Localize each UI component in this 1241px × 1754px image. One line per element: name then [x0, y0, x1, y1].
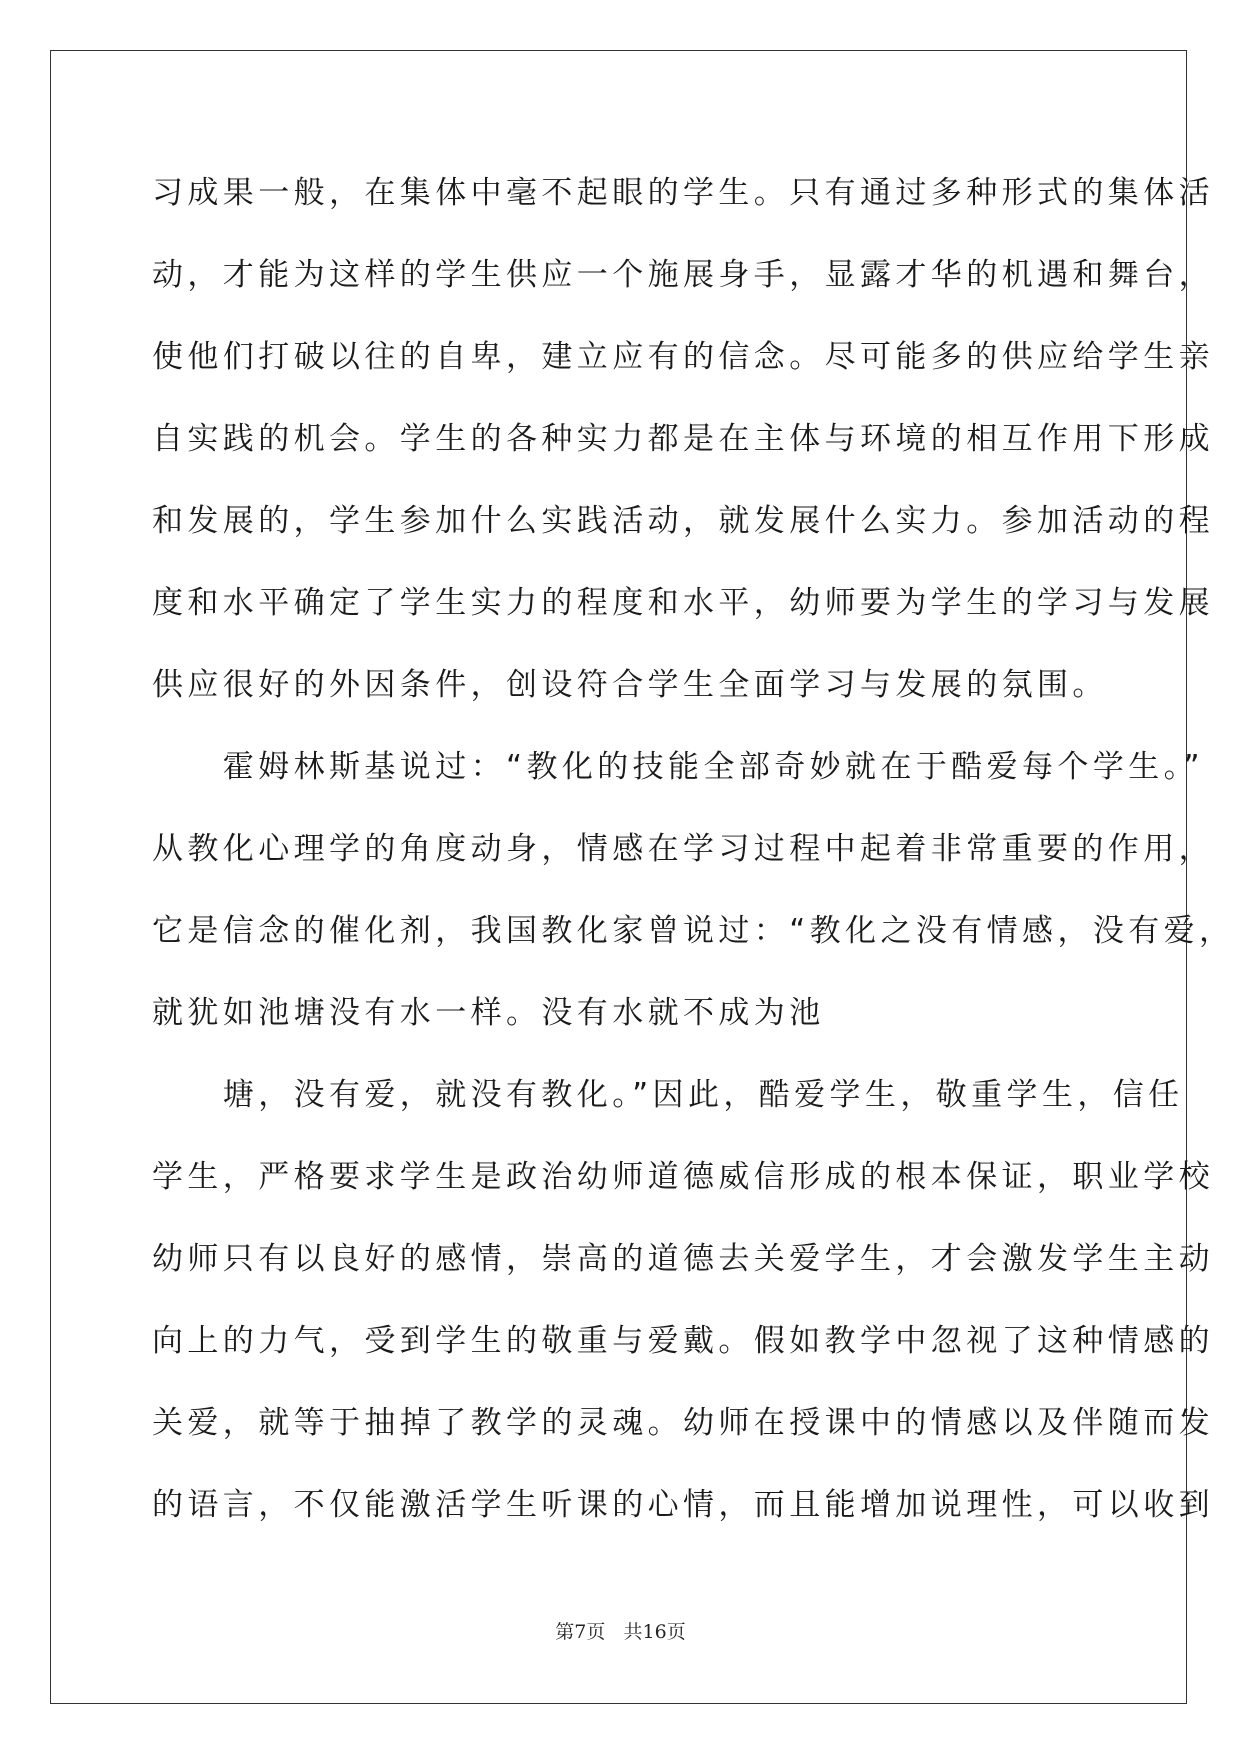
text-line: 的语言，不仅能激活学生听课的心情，而且能增加说理性，可以收到 — [152, 1487, 1214, 1523]
text-line: 和发展的，学生参加什么实践活动，就发展什么实力。参加活动的程 — [152, 503, 1214, 539]
footer-gap — [605, 1621, 623, 1643]
text-line: 关爱，就等于抽掉了教学的灵魂。幼师在授课中的情感以及伴随而发 — [152, 1405, 1214, 1441]
text-line: 习成果一般，在集体中毫不起眼的学生。只有通过多种形式的集体活 — [152, 175, 1214, 211]
text-line: 使他们打破以往的自卑，建立应有的信念。尽可能多的供应给学生亲 — [152, 339, 1214, 375]
text-line: 幼师只有以良好的感情，崇高的道德去关爱学生，才会激发学生主动 — [152, 1241, 1214, 1277]
text-line: 塘，没有爱，就没有教化。”因此，酷爱学生，敬重学生，信任 — [152, 1077, 1184, 1113]
text-line: 就犹如池塘没有水一样。没有水就不成为池 — [152, 995, 825, 1031]
text-line: 自实践的机会。学生的各种实力都是在主体与环境的相互作用下形成 — [152, 421, 1214, 457]
text-line: 它是信念的催化剂，我国教化家曾说过：“教化之没有情感，没有爱， — [152, 913, 1235, 949]
text-line: 度和水平确定了学生实力的程度和水平，幼师要为学生的学习与发展 — [152, 585, 1214, 621]
text-line: 供应很好的外因条件，创设符合学生全面学习与发展的氛围。 — [152, 667, 1108, 703]
text-line: 动，才能为这样的学生供应一个施展身手，显露才华的机遇和舞台， — [152, 257, 1214, 293]
page-number: 第7页 — [555, 1621, 606, 1643]
text-line: 霍姆林斯基说过：“教化的技能全部奇妙就在于酷爱每个学生。” — [152, 749, 1205, 785]
text-line: 从教化心理学的角度动身，情感在学习过程中起着非常重要的作用， — [152, 831, 1214, 867]
page-total: 共16页 — [623, 1621, 686, 1643]
page-footer — [0, 1617, 1241, 1644]
document-body — [152, 162, 1235, 1556]
text-line: 向上的力气，受到学生的敬重与爱戴。假如教学中忽视了这种情感的 — [152, 1323, 1214, 1359]
text-line: 学生，严格要求学生是政治幼师道德威信形成的根本保证，职业学校 — [152, 1159, 1214, 1195]
